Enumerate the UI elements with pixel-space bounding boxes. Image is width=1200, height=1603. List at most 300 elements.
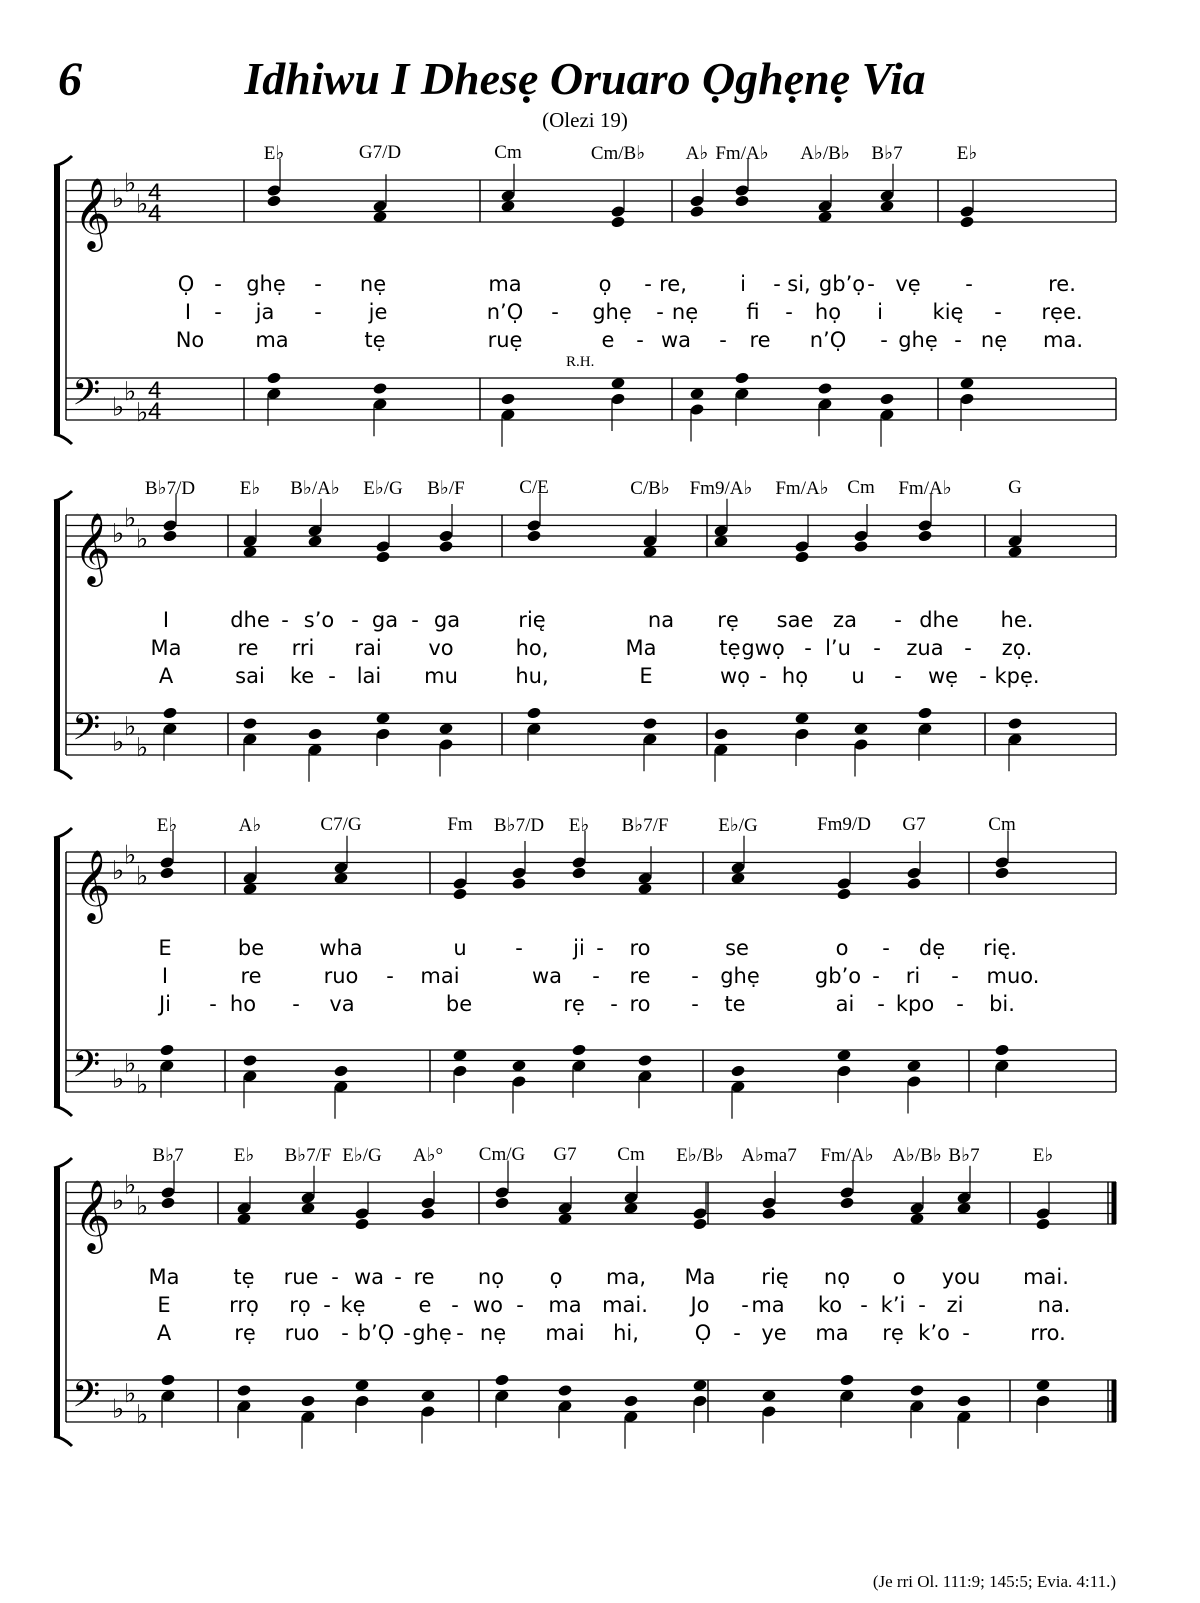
syllable-hyphen: - [411, 608, 419, 632]
notehead [794, 540, 809, 553]
notehead [571, 866, 586, 879]
syllable-hyphen: - [918, 1293, 926, 1317]
chord-symbol: G7 [553, 1144, 577, 1165]
syllable-hyphen: - [979, 664, 987, 688]
syllable-hyphen: - [386, 964, 394, 988]
lyric-syllable: dhe [919, 608, 959, 632]
syllable-hyphen: - [877, 992, 885, 1016]
syllable-hyphen: - [281, 608, 289, 632]
lyric-syllable: ri [905, 964, 921, 988]
lyric-syllable: Ma [150, 636, 182, 660]
flat-sign: ♭ [136, 189, 149, 220]
lyric-verse-3 [0, 1321, 1200, 1347]
lyric-syllable: rrọ [229, 1293, 259, 1317]
bass-clef-icon: 𝄢 [72, 371, 101, 423]
notehead [494, 1373, 509, 1386]
notehead [300, 1410, 315, 1423]
notehead [162, 706, 177, 719]
lyric-syllable: ro [629, 936, 651, 960]
hymn-number: 6 [58, 53, 82, 106]
lyric-syllable: l’u [825, 636, 851, 660]
lyric-syllable: wa [531, 964, 563, 988]
treble-clef-icon: 𝄞 [74, 176, 111, 249]
notehead [526, 722, 541, 735]
chord-symbol: E♭ [1032, 1145, 1054, 1166]
syllable-hyphen: - [894, 664, 902, 688]
lyric-syllable: gwọ [741, 636, 785, 660]
chord-symbol: B♭/F [427, 478, 465, 499]
lyric-syllable: zi [946, 1293, 964, 1317]
notehead [236, 1400, 251, 1413]
notehead [689, 387, 704, 400]
lyric-syllable: si, [787, 272, 811, 296]
lyric-syllable: k’o [918, 1321, 950, 1345]
notehead [333, 1064, 348, 1077]
notehead [623, 1394, 638, 1407]
notehead [959, 392, 974, 405]
notehead [1007, 717, 1022, 730]
flat-sign: ♭ [112, 727, 125, 758]
lyric-syllable: te [724, 992, 746, 1016]
chord-symbol: B♭7/F [621, 815, 669, 836]
lyric-syllable: re [749, 328, 771, 352]
lyric-syllable: sae [776, 608, 814, 632]
syllable-hyphen: - [214, 300, 222, 324]
notehead [452, 1049, 467, 1062]
notehead [494, 1389, 509, 1402]
flat-sign: ♭ [124, 1048, 137, 1079]
chord-symbol: B♭7 [948, 1145, 980, 1166]
notehead [420, 1405, 435, 1418]
lyric-syllable: nẹ [479, 1321, 507, 1345]
syllable-hyphen: - [516, 1293, 524, 1317]
notehead [160, 1373, 175, 1386]
notehead [1007, 535, 1022, 548]
lyric-syllable: mai [545, 1321, 585, 1345]
flat-sign: ♭ [112, 1394, 125, 1425]
syllable-hyphen: - [456, 1321, 464, 1345]
time-signature-numerator: 4 [148, 179, 162, 206]
lyric-syllable: ga [371, 608, 399, 632]
lyric-syllable: Ma [625, 636, 657, 660]
notehead [713, 535, 728, 548]
lyric-syllable: rię. [982, 936, 1018, 960]
lyric-syllable: rai [354, 636, 382, 660]
lyric-syllable: No [175, 328, 205, 352]
flat-sign: ♭ [112, 392, 125, 423]
notehead [692, 1394, 707, 1407]
scripture-reference: (Je rri Ol. 111:9; 145:5; Evia. 4:11.) [872, 1572, 1116, 1591]
notehead [692, 1217, 707, 1230]
notehead [956, 1394, 971, 1407]
notehead [511, 1075, 526, 1088]
notehead [909, 1384, 924, 1397]
notehead [1035, 1207, 1050, 1220]
flat-sign: ♭ [124, 1170, 137, 1201]
notehead [242, 1054, 257, 1067]
notehead [354, 1207, 369, 1220]
notehead [354, 1217, 369, 1230]
syllable-hyphen: - [691, 992, 699, 1016]
syllable-hyphen: - [962, 1321, 970, 1345]
syllable-hyphen: - [314, 272, 322, 296]
notehead [571, 1043, 586, 1056]
lyric-syllable: s’o [303, 608, 335, 632]
chord-symbol: E♭ [263, 143, 285, 164]
lyric-syllable: u [851, 664, 865, 688]
chord-symbol: E♭ [156, 815, 178, 836]
lyric-syllable: rẹ [717, 608, 739, 632]
syllable-hyphen: - [894, 608, 902, 632]
chord-symbol: E♭/G [718, 815, 758, 836]
lyric-syllable: nẹ [671, 300, 699, 324]
notehead [730, 861, 745, 874]
notehead [917, 722, 932, 735]
notehead [494, 1196, 509, 1209]
chord-symbol: Fm/A♭ [715, 143, 769, 164]
notehead [761, 1389, 776, 1402]
flat-sign: ♭ [136, 524, 149, 555]
syllable-hyphen: - [759, 664, 767, 688]
chord-symbol: C/E [519, 477, 549, 498]
treble-clef-icon: 𝄞 [74, 1178, 111, 1251]
lyric-syllable: mai. [1023, 1265, 1069, 1289]
lyric-syllable: be [237, 936, 265, 960]
lyric-syllable: ruẹ [487, 328, 523, 352]
lyric-syllable: ye [761, 1321, 787, 1345]
lyric-syllable: ga [433, 608, 461, 632]
syllable-hyphen: - [351, 608, 359, 632]
lyric-syllable: ghẹ [592, 300, 632, 324]
lyric-syllable: wẹ [927, 664, 959, 688]
syllable-hyphen: - [860, 1293, 868, 1317]
lyric-syllable: E [639, 664, 653, 688]
syllable-hyphen: - [741, 1293, 749, 1317]
syllable-hyphen: - [328, 664, 336, 688]
lyric-syllable: ke [289, 664, 315, 688]
lyric-syllable: Jo [690, 1293, 710, 1317]
lyric-syllable: I [162, 608, 170, 632]
notehead [511, 866, 526, 879]
syllable-hyphen: - [331, 1265, 339, 1289]
bass-clef-icon: 𝄢 [72, 1373, 101, 1425]
lyric-verse-2 [0, 1293, 1200, 1319]
lyric-syllable: ọ [549, 1265, 563, 1289]
notehead [557, 1384, 572, 1397]
notehead [730, 1080, 745, 1093]
notehead [300, 1191, 315, 1204]
notehead [637, 882, 652, 895]
lyric-syllable: na [647, 608, 675, 632]
notehead [956, 1191, 971, 1204]
notehead [1035, 1394, 1050, 1407]
lyric-syllable: Ji [158, 992, 172, 1016]
lyric-syllable: lai [356, 664, 382, 688]
lyric-syllable: vẹ [895, 272, 921, 296]
notehead [879, 408, 894, 421]
lyric-syllable: re [240, 964, 262, 988]
lyric-syllable: rro. [1030, 1321, 1066, 1345]
chord-symbol: A♭/B♭ [892, 1145, 942, 1166]
lyric-syllable: Ọ [694, 1321, 712, 1345]
notehead [500, 392, 515, 405]
notehead [610, 377, 625, 390]
notehead [420, 1207, 435, 1220]
lyric-syllable: re, [659, 272, 687, 296]
flat-sign: ♭ [112, 1186, 125, 1216]
notehead [372, 398, 387, 411]
flat-sign: ♭ [136, 1069, 149, 1100]
lyric-syllable: họ [814, 300, 842, 324]
lyric-syllable: nọ [477, 1265, 505, 1289]
notehead [836, 1049, 851, 1062]
lyric-syllable: ai [835, 992, 855, 1016]
lyric-syllable: re [413, 1265, 435, 1289]
lyric-syllable: you [941, 1265, 981, 1289]
chord-symbol: A♭° [412, 1145, 444, 1166]
notehead [452, 877, 467, 890]
notehead [692, 1207, 707, 1220]
flat-sign: ♭ [112, 1064, 125, 1095]
syllable-hyphen: - [314, 300, 322, 324]
lyric-syllable: ruo [323, 964, 359, 988]
flat-sign: ♭ [124, 376, 137, 407]
lyric-syllable: ji [573, 936, 585, 960]
chord-symbol: A♭ma7 [741, 1145, 797, 1166]
lyric-syllable: ro [629, 992, 651, 1016]
lyric-syllable: he. [1000, 608, 1034, 632]
notehead [526, 706, 541, 719]
notehead [438, 529, 453, 542]
notehead [300, 1394, 315, 1407]
chord-symbol: G7/D [358, 142, 402, 163]
lyric-syllable: ho, [515, 636, 549, 660]
lyric-syllable: ma [751, 1293, 785, 1317]
syllable-hyphen: - [882, 936, 890, 960]
flat-sign: ♭ [112, 519, 125, 549]
notehead [242, 872, 257, 885]
lyric-verse-3 [0, 992, 1200, 1018]
treble-clef-icon: 𝄞 [74, 848, 111, 921]
lyric-syllable: zọ. [1001, 636, 1033, 660]
notehead [571, 856, 586, 869]
lyric-syllable: i [740, 272, 746, 296]
flat-sign: ♭ [136, 1399, 149, 1430]
notehead [853, 540, 868, 553]
lyric-syllable: ja [255, 300, 275, 324]
notehead [794, 727, 809, 740]
lyric-syllable: rọ [289, 1293, 311, 1317]
notehead [689, 403, 704, 416]
chord-symbol: A♭ [238, 815, 262, 836]
chord-symbol: Cm [617, 1144, 645, 1165]
lyric-syllable: kpẹ. [994, 664, 1040, 688]
lyric-syllable: bi. [989, 992, 1015, 1016]
lyric-syllable: E [157, 1293, 171, 1317]
notehead [761, 1207, 776, 1220]
lyric-verse-1 [0, 608, 1200, 634]
lyric-syllable: wa [660, 328, 692, 352]
lyric-syllable: muo. [986, 964, 1040, 988]
lyric-syllable: kpo [895, 992, 935, 1016]
treble-clef-icon: 𝄞 [74, 511, 111, 584]
notehead [909, 1400, 924, 1413]
notehead [761, 1405, 776, 1418]
lyric-syllable: rẹ [563, 992, 585, 1016]
lyric-syllable: zua [906, 636, 944, 660]
notehead [836, 877, 851, 890]
notehead [794, 712, 809, 725]
lyric-syllable: re [629, 964, 651, 988]
notehead [906, 1075, 921, 1088]
lyric-syllable: rię [518, 608, 546, 632]
chord-symbol: A♭ [685, 143, 709, 164]
lyric-syllable: re. [1048, 272, 1076, 296]
notehead [713, 524, 728, 537]
lyric-syllable: dẹ [918, 936, 946, 960]
notehead [375, 550, 390, 563]
notehead [1035, 1379, 1050, 1392]
lyric-syllable: be [445, 992, 473, 1016]
syllable-hyphen: - [592, 964, 600, 988]
notehead [242, 1070, 257, 1083]
lyric-syllable: họ [781, 664, 809, 688]
notehead [1007, 733, 1022, 746]
notehead [994, 1043, 1009, 1056]
lyric-syllable: tẹ [233, 1265, 255, 1289]
lyric-syllable: ho [229, 992, 257, 1016]
notehead [730, 872, 745, 885]
notehead [909, 1212, 924, 1225]
notehead [917, 706, 932, 719]
lyric-syllable: ko [817, 1293, 843, 1317]
notehead [557, 1212, 572, 1225]
chord-symbol: Fm/A♭ [898, 478, 952, 499]
lyric-syllable: ruo [284, 1321, 320, 1345]
syllable-hyphen: - [551, 300, 559, 324]
notehead [623, 1191, 638, 1204]
notehead [162, 529, 177, 542]
chord-symbol: E♭/G [363, 478, 403, 499]
flat-sign: ♭ [124, 168, 137, 199]
lyric-syllable: ma [488, 272, 522, 296]
lyric-syllable: vo [428, 636, 454, 660]
notehead [692, 1379, 707, 1392]
notehead [307, 727, 322, 740]
chord-symbol: B♭7 [871, 143, 903, 164]
notehead [236, 1384, 251, 1397]
syllable-hyphen: - [403, 1321, 411, 1345]
notehead [375, 712, 390, 725]
lyric-syllable: ma. [1042, 328, 1084, 352]
lyric-syllable: ma [255, 328, 289, 352]
flat-sign: ♭ [112, 856, 125, 886]
notehead [817, 398, 832, 411]
notehead [375, 540, 390, 553]
lyric-syllable: A [156, 1321, 172, 1345]
notehead [917, 529, 932, 542]
notehead [853, 529, 868, 542]
syllable-hyphen: - [644, 272, 652, 296]
lyric-syllable: dhe [230, 608, 270, 632]
notehead [637, 1054, 652, 1067]
notehead [266, 371, 281, 384]
notehead [557, 1202, 572, 1215]
notehead [642, 733, 657, 746]
notehead [438, 738, 453, 751]
lyric-syllable: wo [472, 1293, 504, 1317]
notehead [839, 1186, 854, 1199]
lyric-syllable: wọ [719, 664, 751, 688]
syllable-hyphen: - [872, 964, 880, 988]
notehead [836, 887, 851, 900]
notehead [242, 733, 257, 746]
syllable-hyphen: - [636, 328, 644, 352]
chord-symbol: E♭ [233, 1145, 255, 1166]
notehead [642, 535, 657, 548]
notehead [242, 545, 257, 558]
time-signature-numerator: 4 [148, 377, 162, 404]
syllable-hyphen: - [785, 300, 793, 324]
notehead [333, 872, 348, 885]
notehead [623, 1202, 638, 1215]
chord-symbol: C/B♭ [630, 478, 670, 499]
lyric-syllable: ghẹ [246, 272, 286, 296]
lyric-syllable: gb’o [814, 964, 862, 988]
notehead [159, 866, 174, 879]
notehead [242, 882, 257, 895]
notehead [242, 535, 257, 548]
notehead [994, 866, 1009, 879]
lyric-syllable: rẹ [882, 1321, 904, 1345]
syllable-hyphen: - [804, 636, 812, 660]
lyric-syllable: ghẹ [720, 964, 760, 988]
chord-symbol: E♭ [239, 478, 261, 499]
lyric-syllable: tẹ [364, 328, 386, 352]
notehead [375, 727, 390, 740]
notehead [354, 1394, 369, 1407]
lyric-syllable: hu, [515, 664, 549, 688]
chord-symbol: Fm [447, 814, 473, 835]
notehead [162, 722, 177, 735]
lyric-syllable: mai. [602, 1293, 648, 1317]
syllable-hyphen: - [880, 328, 888, 352]
chord-symbol: B♭7/D [144, 478, 196, 499]
lyric-syllable: tẹ [719, 636, 741, 660]
right-hand-marking: R.H. [566, 354, 595, 370]
chord-symbol: Cm [494, 142, 522, 163]
syllable-hyphen: - [292, 992, 300, 1016]
notehead [511, 1059, 526, 1072]
notehead [761, 1196, 776, 1209]
notehead [853, 722, 868, 735]
lyric-syllable: mai [420, 964, 460, 988]
notehead [909, 1202, 924, 1215]
notehead [994, 856, 1009, 869]
flat-sign: ♭ [136, 1191, 149, 1222]
lyric-syllable: Ọ [177, 272, 195, 296]
chord-symbol: B♭7 [152, 1145, 184, 1166]
flat-sign: ♭ [124, 1378, 137, 1409]
notehead [730, 1064, 745, 1077]
notehead [526, 529, 541, 542]
lyric-syllable: A [158, 664, 174, 688]
flat-sign: ♭ [136, 861, 149, 892]
notehead [637, 1070, 652, 1083]
lyric-syllable: sai [235, 664, 265, 688]
lyric-syllable: rię [761, 1265, 789, 1289]
lyric-syllable: n’Ọ [809, 328, 847, 352]
